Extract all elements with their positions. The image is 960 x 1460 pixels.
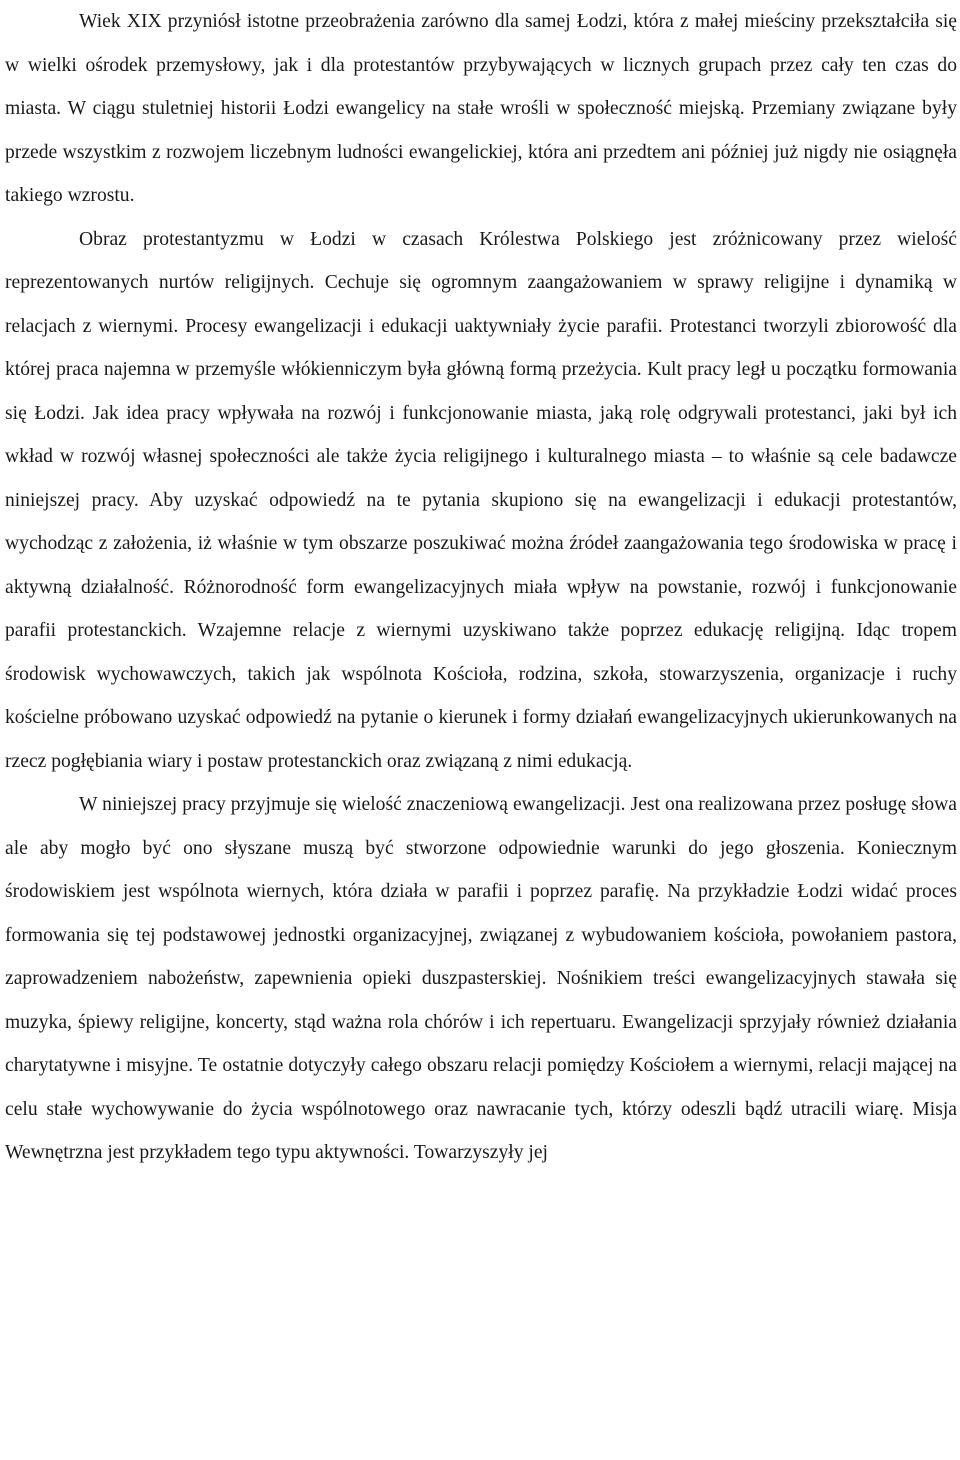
document-page: [5, 0, 957, 1175]
paragraph-2: Obraz protestantyzmu w Łodzi w czasach Królestwa Polskiego jest zróżnicowany przez wielość reprezentowanych nurtów religijnych. Cechuje się ogromnym zaangażowaniem w sprawy religijne i dynamiką w relacjach z wiernymi. Procesy ewangelizacji i edukacji uaktywniały życie parafii. Protestanci tworzyli zbiorowość dla której praca najemna w przemyśle włókienniczym była główną formą przeżycia. Kult pracy legł u początku formowania się Łodzi. Jak idea pracy wpływała na rozwój i funkcjonowanie miasta, jaką rolę odgrywali protestanci, jaki był ich wkład w rozwój własnej społeczności ale także życia religijnego i kulturalnego miasta – to właśnie są cele badawcze niniejszej pracy. Aby uzyskać odpowiedź na te pytania skupiono się na ewangelizacji i edukacji protestantów, wychodząc z założenia, iż właśnie w tym obszarze poszukiwać można źródeł zaangażowania tego środowiska w pracę i aktywną działalność. Różnorodność form ewangelizacyjnych miała wpływ na powstanie, rozwój i funkcjonowanie parafii protestanckich. Wzajemne relacje z wiernymi uzyskiwano także poprzez edukację religijną. Idąc tropem środowisk wychowawczych, takich jak wspólnota Kościoła, rodzina, szkoła, stowarzyszenia, organizacje i ruchy kościelne próbowano uzyskać odpowiedź na pytanie o kierunek i formy działań ewangelizacyjnych ukierunkowanych na rzecz pogłębiania wiary i postaw protestanckich oraz związaną z nimi edukacją.: [5, 228, 957, 772]
paragraph-3: W niniejszej pracy przyjmuje się wielość znaczeniową ewangelizacji. Jest ona realizowana przez posługę słowa ale aby mogło być ono słyszane muszą być stworzone odpowiednie warunki do jego głoszenia. Koniecznym środowiskiem jest wspólnota wiernych, która działa w parafii i poprzez parafię. Na przykładzie Łodzi widać proces formowania się tej podstawowej jednostki organizacyjnej, związanej z wybudowaniem kościoła, powołaniem pastora, zaprowadzeniem nabożeństw, zapewnienia opieki duszpasterskiej. Nośnikiem treści ewangelizacyjnych stawała się muzyka, śpiewy religijne, koncerty, stąd ważna rola chórów i ich repertuaru. Ewangelizacji sprzyjały również działania charytatywne i misyjne. Te ostatnie dotyczyły całego obszaru relacji pomiędzy Kościołem a wiernymi, relacji mającej na celu stałe wychowywanie do życia wspólnotowego oraz nawracanie tych, którzy odeszli bądź utracili wiarę. Misja Wewnętrzna jest przykładem tego typu aktywności. Towarzyszyły jej: [5, 794, 957, 1163]
paragraph-1: Wiek XIX przyniósł istotne przeobrażenia zarówno dla samej Łodzi, która z małej mieściny przekształciła się w wielki ośrodek przemysłowy, jak i dla protestantów przybywających w licznych grupach przez cały ten czas do miasta. W ciągu stuletniej historii Łodzi ewangelicy na stałe wrośli w społeczność miejską. Przemiany związane były przede wszystkim z rozwojem liczebnym ludności ewangelickiej, która ani przedtem ani później już nigdy nie osiągnęła takiego wzrostu.: [5, 11, 957, 206]
